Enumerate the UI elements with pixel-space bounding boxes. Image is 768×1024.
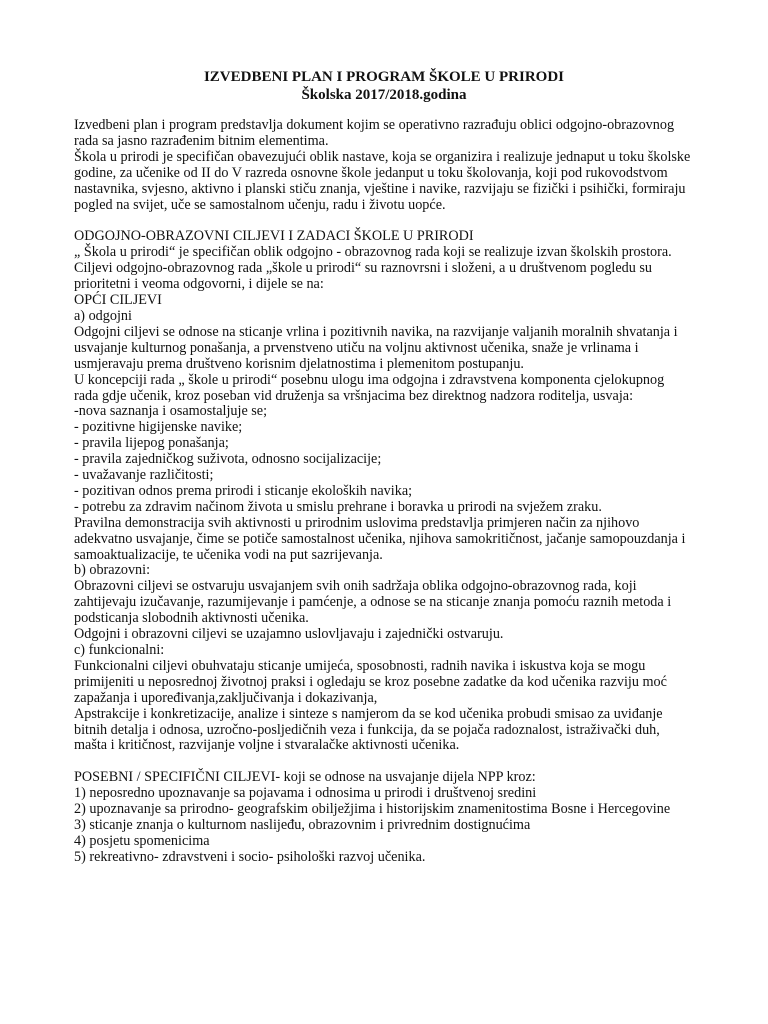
list-item: - pozitivne higijenske navike; <box>74 419 243 436</box>
document-title: IZVEDBENI PLAN I PROGRAM ŠKOLE U PRIRODI <box>203 69 565 85</box>
section-heading: POSEBNI / SPECIFIČNI CILJEVI- koji se odnose na usvajanje dijela NPP kroz: <box>74 769 536 786</box>
text-line: mašta i kritičnost, razvijanje voljne i stvaralačke aktivnosti učenika. <box>74 737 460 754</box>
text-line: Izvedbeni plan i program predstavlja dokument kojim se operativno razrađuju oblici odgojno-obrazovnog <box>74 117 675 133</box>
text-line: adekvatno usvajanje, čime se potiče samostalnost učenika, njihova samokritičnost, jačanje samopouzdanja i <box>74 530 686 547</box>
list-item: -nova saznanja i osamostaljuje se; <box>74 403 268 420</box>
text-line: c) funkcionalni: <box>74 642 165 658</box>
list-item: - pozitivan odnos prema prirodi i sticanje ekoloških navika; <box>74 482 413 499</box>
document-body <box>74 118 704 866</box>
list-item: 2) upoznavanje sa prirodno- geografskim obilježjima i historijskim znamenitostima Bosne i Hercegovine <box>74 801 671 818</box>
text-line: pogled na svijet, uče se samostalnom učenju, radu i životu uopće. <box>74 196 446 213</box>
text-line: podsticanja slobodnih aktivnosti učenika. <box>74 610 309 627</box>
list-item: - potrebu za zdravim načinom života u smislu prehrane i boravka u prirodi na svježem zraku. <box>74 498 602 515</box>
text-line: U koncepciji rada „ škole u prirodi“ posebnu ulogu ima odgojna i zdravstvena komponenta cjelokupnog <box>74 371 665 388</box>
subsection-heading: OPĆI CILJEVI <box>74 292 162 309</box>
text-line: samoaktualizacije, te učenika vodi na put sazrijevanja. <box>74 546 383 563</box>
list-item: - uvažavanje različitosti; <box>74 467 214 484</box>
text-line: a) odgojni <box>74 307 132 324</box>
intro-section <box>74 118 704 213</box>
goals-section <box>74 229 704 754</box>
text-line: godine, za učenike od II do V razreda osnovne škole jedanput u toku školovanja, koji pod rukovodstvom <box>74 164 668 181</box>
text-line: rada gdje učenik, kroz poseban vid druženja sa vršnjacima bez direktnog nadzora roditelja, usvaja: <box>74 387 634 404</box>
list-item: 3) sticanje znanja o kulturnom naslijeđu, obrazovnim i privrednim dostignućima <box>74 817 531 834</box>
text-line: Funkcionalni ciljevi obuhvataju sticanje umijeća, sposobnosti, radnih navika i iskustva koja se mogu <box>74 657 646 674</box>
text-line: Odgojni i obrazovni ciljevi se uzajamno uslovljavaju i zajednički ostvaruju. <box>74 626 504 643</box>
text-line: „ Škola u prirodi“ je specifičan oblik odgojno - obrazovnog rada koji se realizuje izvan školskih prostora. <box>74 244 672 261</box>
list-item: - pravila zajedničkog suživota, odnosno socijalizacije; <box>74 451 382 468</box>
list-item: 1) neposredno upoznavanje sa pojavama i odnosima u prirodi i društvenoj sredini <box>74 785 537 802</box>
specific-goals-section <box>74 770 704 865</box>
section-heading: ODGOJNO-OBRAZOVNI CILJEVI I ZADACI ŠKOLE U PRIRODI <box>74 228 474 245</box>
text-line: nastavnika, svjesno, aktivno i planski stiču znanja, vještine i navike, razvijaju se fizički i psihički, formiraju <box>74 180 686 197</box>
text-line: Ciljevi odgojno-obrazovnog rada „škole u prirodi“ su raznovrsni i složeni, a u društvenom pogledu su <box>74 260 653 277</box>
text-line: bitnih detalja i odnosa, uzročno-posljedičnih veza i funkcija, da se pojača radoznalost, istraživački duh, <box>74 721 660 738</box>
text-line: Odgojni ciljevi se odnose na sticanje vrlina i pozitivnih navika, na razvijanje valjanih moralnih shvatanja i <box>74 323 678 340</box>
text-line: usmjeravaju prema društveno korisnim djelatnostima i plemenitom postupanju. <box>74 355 524 372</box>
document-subtitle: Školska 2017/2018.godina <box>301 87 467 103</box>
paragraph-gap <box>74 754 704 770</box>
list-item: 4) posjetu spomenicima <box>74 832 210 849</box>
list-item: 5) rekreativno- zdravstveni i socio- psihološki razvoj učenika. <box>74 848 426 865</box>
text-line: zapažanja i upoređivanja,zaključivanja i dokazivanja, <box>74 689 378 706</box>
list-item: - pravila lijepog ponašanja; <box>74 435 229 452</box>
text-line: Obrazovni ciljevi se ostvaruju usvajanjem svih onih sadržaja oblika odgojno-obrazovnog rada, koji <box>74 578 637 595</box>
text-line: rada sa jasno razrađenim bitnim elementima. <box>74 132 329 149</box>
text-line: Pravilna demonstracija svih aktivnosti u prirodnim uslovima predstavlja primjeren način za njihovo <box>74 514 640 531</box>
text-line: zahtijevaju izučavanje, razumijevanje i pamćenje, a odnose se na sticanje znanja pomoću raznih metoda i <box>74 594 672 611</box>
text-line: Škola u prirodi je specifičan obavezujući oblik nastave, koja se organizira i realizuje jednaput u toku školske <box>74 148 691 165</box>
text-line: primijeniti u neposrednoj životnoj praksi i ogledaju se kroz posebne zadatke da kod učenika razviju moć <box>74 673 667 690</box>
text-line: b) obrazovni: <box>74 562 151 579</box>
text-line: Apstrakcije i konkretizacije, analize i sinteze s namjerom da se kod učenika probudi smisao za uviđanje <box>74 705 663 722</box>
text-line: prioritetni i veoma odgovorni, i dijele se na: <box>74 276 324 293</box>
text-line: usvajanje kulturnog ponašanja, a prvenstveno utiču na voljnu aktivnost učenika, snaže je vrlinama i <box>74 339 639 356</box>
